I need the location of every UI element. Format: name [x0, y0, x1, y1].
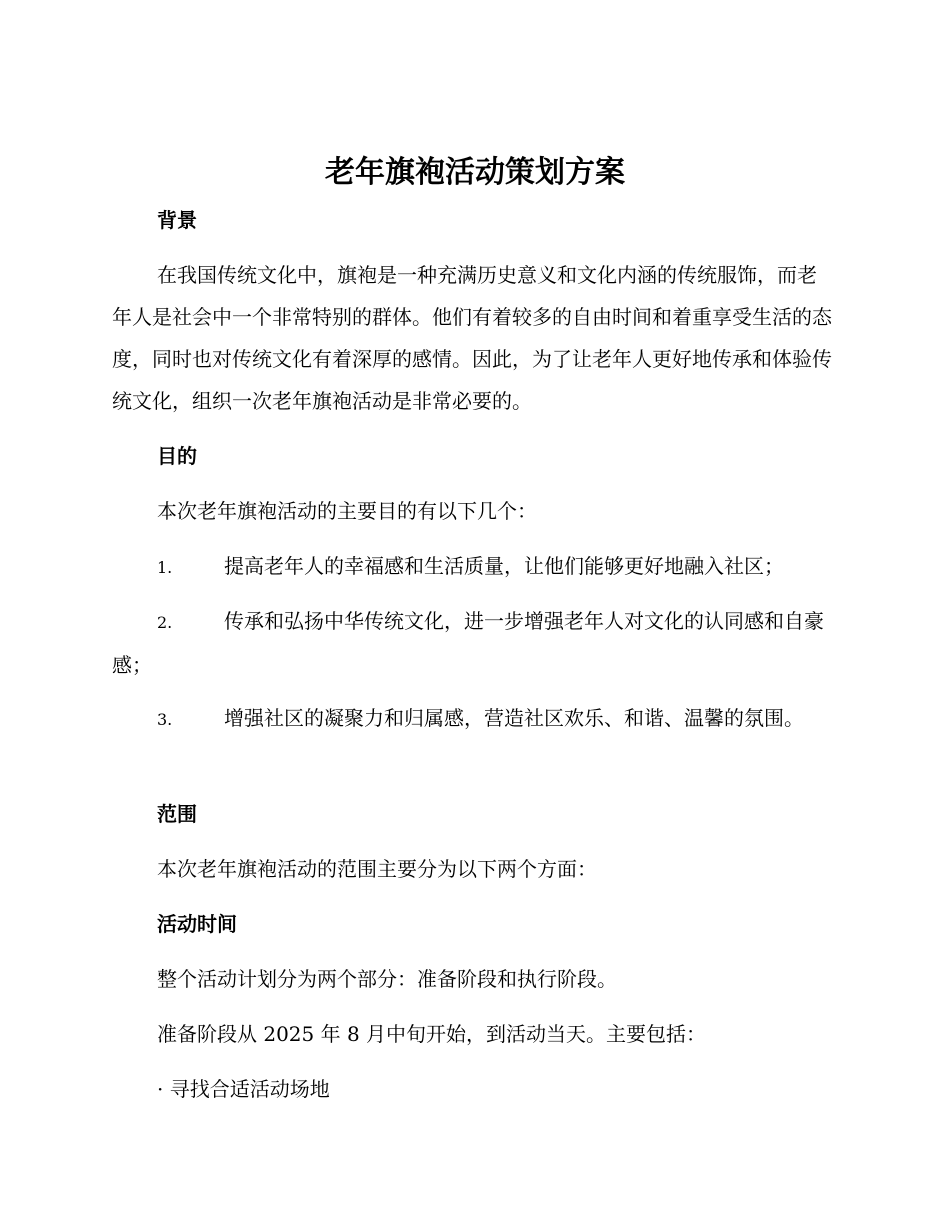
list-item-text: 提高老年人的幸福感和生活质量，让他们能够更好地融入社区； [224, 554, 784, 578]
purpose-item-2 [112, 600, 834, 686]
list-number: 2. [157, 613, 173, 632]
scope-intro: 本次老年旗袍活动的范围主要分为以下两个方面： [157, 857, 597, 881]
purpose-intro: 本次老年旗袍活动的主要目的有以下几个： [157, 499, 537, 523]
document-title: 老年旗袍活动策划方案 [325, 155, 625, 190]
list-number: 3. [157, 710, 173, 729]
time-line-2: 准备阶段从 2025 年 8 月中旬开始，到活动当天。主要包括： [157, 1022, 707, 1046]
list-item-text: 传承和弘扬中华传统文化，进一步增强老年人对文化的认同感和自豪感； [112, 609, 824, 677]
list-number: 1. [157, 558, 173, 577]
list-item-text: 增强社区的凝聚力和归属感，营造社区欢乐、和谐、温馨的氛围。 [224, 706, 804, 730]
purpose-item-1 [112, 545, 834, 589]
section-heading-background: 背景 [157, 208, 197, 232]
background-paragraph: 在我国传统文化中，旗袍是一种充满历史意义和文化内涵的传统服饰，而老年人是社会中一个非常特别的群体。他们有着较多的自由时间和着重享受生活的态度，同时也对传统文化有着深厚的感情。因此，为了让老年人更好地传承和体验传统文化，组织一次老年旗袍活动是非常必要的。 [112, 263, 832, 413]
purpose-item-3 [112, 697, 834, 741]
bullet-item-1: · 寻找合适活动场地 [157, 1077, 330, 1101]
section-heading-scope: 范围 [157, 802, 197, 826]
section-heading-purpose: 目的 [157, 444, 197, 468]
section-heading-time: 活动时间 [157, 912, 237, 936]
time-line-1: 整个活动计划分为两个部分：准备阶段和执行阶段。 [157, 967, 617, 991]
